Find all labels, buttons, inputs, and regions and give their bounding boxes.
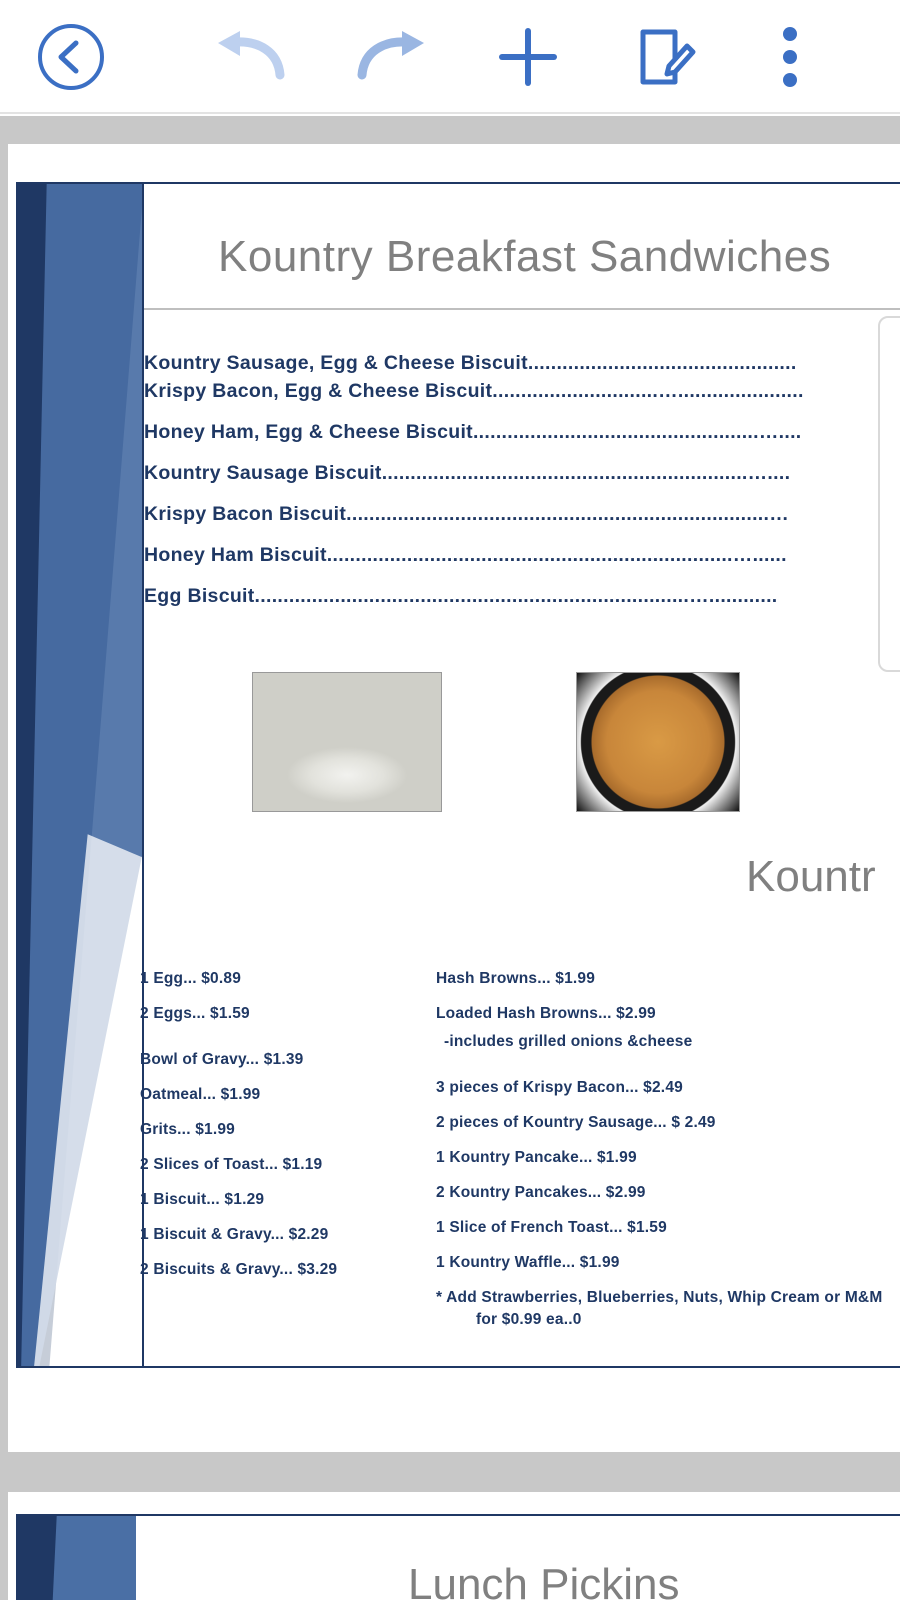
back-button[interactable] (26, 0, 116, 114)
redo-icon (352, 29, 428, 85)
price-line: 2 pieces of Kountry Sausage... $ 2.49 (436, 1114, 716, 1131)
page2-ribbon-border (16, 1514, 136, 1600)
edit-pencil-icon (635, 26, 697, 88)
price-line: 1 Kountry Pancake... $1.99 (436, 1149, 637, 1166)
price-line: Oatmeal... $1.99 (140, 1086, 261, 1103)
price-line-addon: * Add Strawberries, Blueberries, Nuts, Whip Cream or M&M (436, 1289, 883, 1306)
price-line: 1 Biscuit... $1.29 (140, 1191, 265, 1208)
document-page-2[interactable] (8, 1492, 900, 1600)
add-button[interactable] (474, 0, 582, 114)
edit-button[interactable] (612, 0, 720, 114)
menu-item: Honey Ham Biscuit.......................................................................…...... (144, 544, 787, 566)
document-scroll-area[interactable] (0, 116, 900, 1600)
price-column-right (436, 970, 900, 1329)
price-line: Bowl of Gravy... $1.39 (140, 1051, 304, 1068)
page2-title: Lunch Pickins (408, 1560, 680, 1600)
plus-icon (496, 25, 560, 89)
price-column-left (140, 970, 430, 1296)
menu-item: Krispy Bacon, Egg & Cheese Biscuit.............................…...................... (144, 380, 804, 402)
price-line: Hash Browns... $1.99 (436, 970, 596, 987)
undo-icon (214, 29, 290, 85)
price-line: Loaded Hash Browns... $2.99 (436, 1005, 656, 1022)
menu-item: Egg Biscuit............................................................................…............ (144, 585, 778, 607)
more-vertical-icon (782, 26, 798, 88)
price-line: 2 Kountry Pancakes... $2.99 (436, 1184, 646, 1201)
title-divider (144, 308, 900, 310)
page-subtitle: Kountr (746, 852, 876, 901)
price-line: 1 Egg... $0.89 (140, 970, 242, 987)
price-line: 2 Eggs... $1.59 (140, 1005, 250, 1022)
price-line: 3 pieces of Krispy Bacon... $2.49 (436, 1079, 683, 1096)
pancake-photo (576, 672, 740, 812)
price-line: 1 Biscuit & Gravy... $2.29 (140, 1226, 329, 1243)
price-line: 2 Biscuits & Gravy... $3.29 (140, 1261, 338, 1278)
undo-button[interactable] (198, 0, 306, 114)
sandwich-menu-list (144, 352, 900, 626)
back-arrow-icon (36, 22, 106, 92)
redo-button[interactable] (336, 0, 444, 114)
food-photos (144, 672, 900, 812)
page-title: Kountry Breakfast Sandwiches (218, 232, 832, 281)
price-line: 1 Kountry Waffle... $1.99 (436, 1254, 620, 1271)
biscuit-sandwich-photo (252, 672, 442, 812)
price-line-addon-2: for $0.99 ea..0 (476, 1311, 582, 1328)
menu-item: Honey Ham, Egg & Cheese Biscuit..................................................….... (144, 421, 802, 443)
page-decoration-ribbon (16, 182, 144, 1368)
top-toolbar (0, 0, 900, 114)
price-line: 1 Slice of French Toast... $1.59 (436, 1219, 667, 1236)
menu-item: Kountry Sausage Biscuit................................................................….... (144, 462, 791, 484)
price-line: Grits... $1.99 (140, 1121, 235, 1138)
price-line-note: -includes grilled onions &cheese (444, 1033, 693, 1050)
price-line: 2 Slices of Toast... $1.19 (140, 1156, 323, 1173)
menu-item: Kountry Sausage, Egg & Cheese Biscuit............................................... (144, 352, 797, 374)
more-options-button[interactable] (750, 0, 830, 114)
menu-item: Krispy Bacon Biscuit..........................................................................… (144, 503, 790, 525)
document-page-1[interactable] (8, 144, 900, 1452)
toolbar-divider (0, 112, 900, 114)
